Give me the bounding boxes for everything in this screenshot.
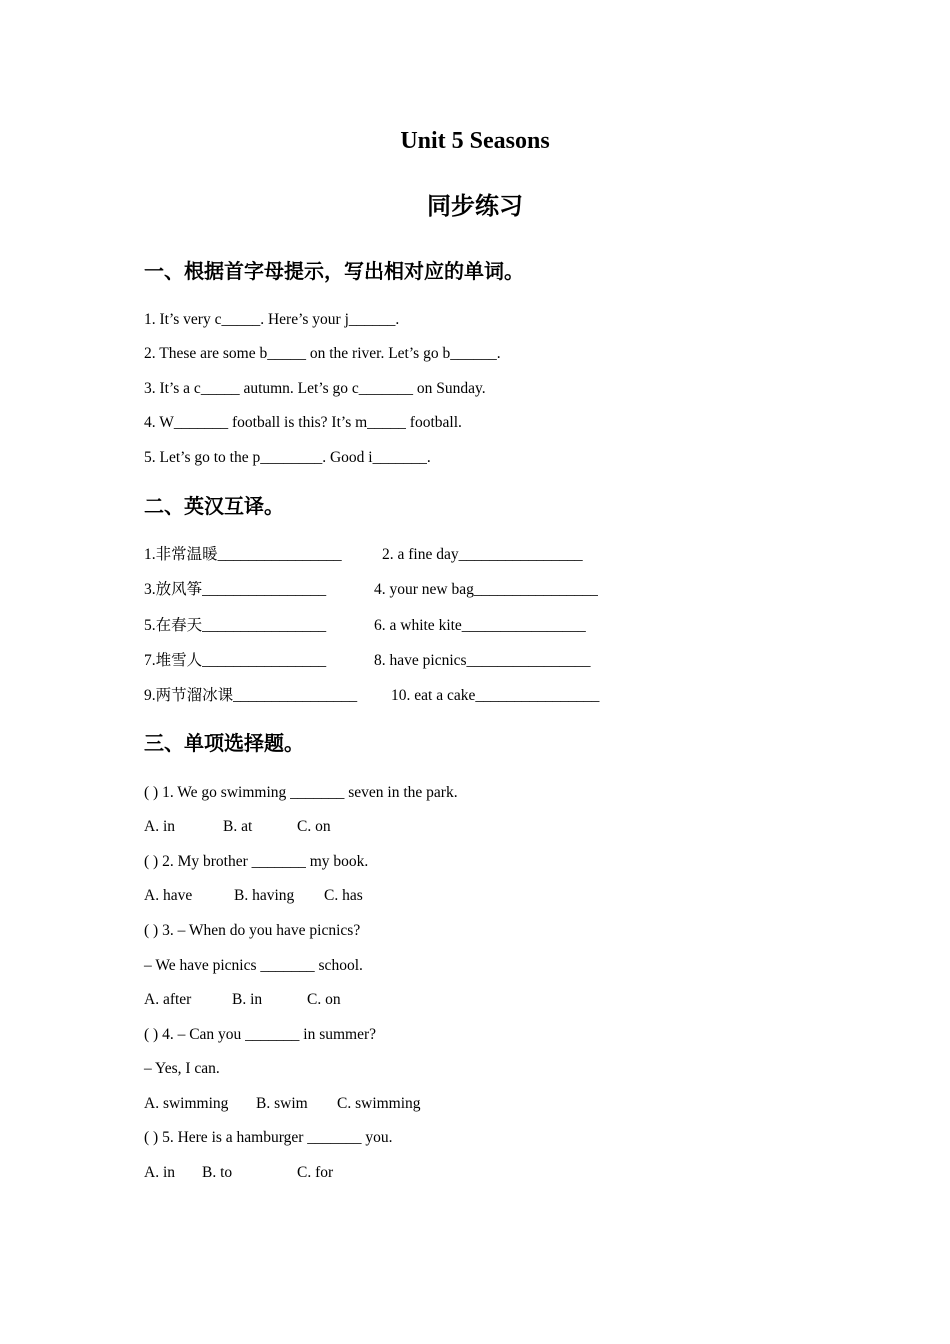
question-2-stem: ( ) 2. My brother _______ my book. — [144, 853, 369, 870]
option-b: B. in — [232, 991, 263, 1008]
fill-in-item-5: 5. Let’s go to the p________. Good i_______. — [144, 449, 431, 466]
question-1-stem: ( ) 1. We go swimming _______ seven in the park. — [144, 784, 458, 801]
question-4-reply: – Yes, I can. — [144, 1060, 220, 1077]
translation-item-1: 1.非常温暖________________ — [144, 546, 342, 563]
option-c: C. for — [297, 1164, 334, 1181]
fill-in-item-4: 4. W_______ football is this? It’s m_____ football. — [144, 414, 462, 431]
question-5-options — [144, 1163, 333, 1183]
question-1-options — [144, 817, 331, 837]
question-3-reply: – We have picnics _______ school. — [144, 957, 363, 974]
section-3-heading: 三、单项选择题。 — [144, 731, 304, 755]
translation-item-8: 8. have picnics________________ — [374, 652, 591, 669]
section-1-heading: 一、根据首字母提示，写出相对应的单词。 — [144, 259, 524, 283]
translation-item-3: 3.放风筝________________ — [144, 581, 327, 598]
question-4-stem: ( ) 4. – Can you _______ in summer? — [144, 1026, 377, 1043]
question-5-stem: ( ) 5. Here is a hamburger _______ you. — [144, 1129, 393, 1146]
translation-item-6: 6. a white kite________________ — [374, 617, 586, 634]
option-a: A. have — [144, 887, 193, 904]
translation-item-9: 9.两节溜冰课________________ — [144, 687, 358, 704]
section-2-heading: 二、英汉互译。 — [144, 494, 284, 518]
option-c: C. on — [297, 818, 331, 835]
question-3-options — [144, 990, 341, 1010]
option-a: A. in — [144, 818, 175, 835]
fill-in-item-2: 2. These are some b_____ on the river. Let’s go b______. — [144, 345, 501, 362]
document-title: Unit 5 Seasons — [400, 128, 550, 154]
option-c: C. swimming — [337, 1095, 421, 1112]
translation-item-10: 10. eat a cake________________ — [391, 687, 600, 704]
question-3-stem: ( ) 3. – When do you have picnics? — [144, 922, 361, 939]
option-c: C. on — [307, 991, 341, 1008]
translation-item-7: 7.堆雪人________________ — [144, 652, 327, 669]
option-a: A. after — [144, 991, 192, 1008]
fill-in-item-1: 1. It’s very c_____. Here’s your j______. — [144, 311, 400, 328]
translation-item-5: 5.在春天________________ — [144, 617, 327, 634]
option-b: B. at — [223, 818, 253, 835]
option-b: B. swim — [256, 1095, 308, 1112]
translation-item-4: 4. your new bag________________ — [374, 581, 598, 598]
option-a: A. in — [144, 1164, 175, 1181]
document-subtitle: 同步练习 — [427, 194, 523, 220]
option-c: C. has — [324, 887, 363, 904]
fill-in-item-3: 3. It’s a c_____ autumn. Let’s go c_______ on Sunday. — [144, 380, 486, 397]
option-b: B. having — [234, 887, 295, 904]
question-2-options — [144, 886, 363, 906]
option-a: A. swimming — [144, 1095, 229, 1112]
translation-item-2: 2. a fine day________________ — [382, 546, 583, 563]
question-4-options — [144, 1094, 421, 1114]
option-b: B. to — [202, 1164, 233, 1181]
